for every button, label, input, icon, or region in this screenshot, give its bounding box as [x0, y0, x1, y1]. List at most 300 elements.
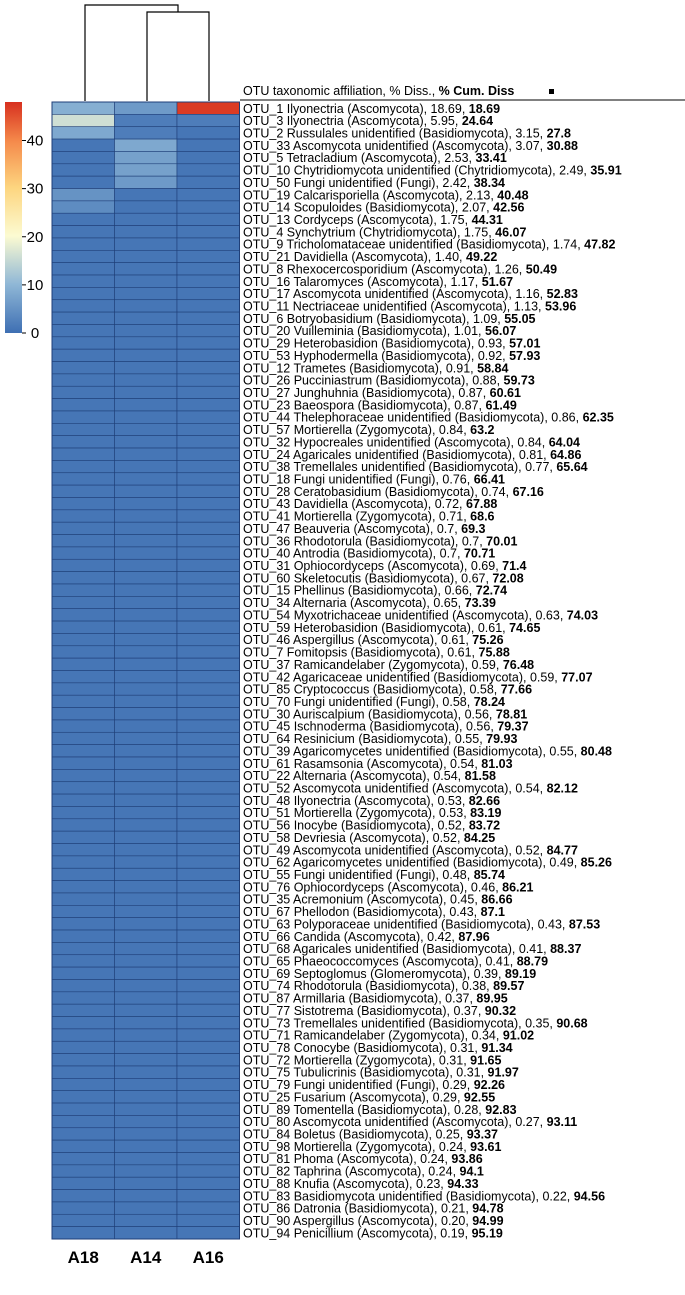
heatmap-cell — [115, 1177, 178, 1189]
heatmap-cell — [52, 881, 115, 893]
heatmap-cell — [52, 942, 115, 954]
row-label — [243, 1226, 503, 1240]
row-label-cum: 82.66 — [468, 793, 501, 808]
heatmap-cell — [115, 436, 178, 448]
heatmap-cell — [177, 819, 240, 831]
heatmap-cell — [52, 312, 115, 324]
row-label-text: OTU_53 Hyphodermella (Basidiomycota), 0.92, — [243, 348, 510, 363]
row-label-cum: 75.88 — [478, 645, 510, 660]
heatmap-cell — [115, 782, 178, 794]
heatmap-cell — [115, 708, 178, 720]
column-label-a16: A16 — [192, 1248, 224, 1267]
heatmap-cell — [177, 1177, 240, 1189]
row-label-text: OTU_67 Phellodon (Basidiomycota), 0.43, — [243, 905, 481, 920]
row-label-text: OTU_81 Phoma (Ascomycota), 0.24, — [243, 1152, 452, 1167]
row-label-text: OTU_25 Fusarium (Ascomycota), 0.29, — [243, 1090, 464, 1105]
heatmap-cell — [115, 1227, 178, 1239]
row-label-cum: 30.88 — [546, 138, 578, 153]
row-label-text: OTU_88 Knufia (Ascomycota), 0.23, — [243, 1176, 448, 1191]
row-label-text: OTU_68 Agaricales unidentified (Basidiomycota), 0.41, — [243, 942, 551, 957]
heatmap-cell — [177, 609, 240, 621]
header-cum-diss: % Cum. Diss — [438, 84, 515, 98]
heatmap-cell — [52, 127, 115, 139]
heatmap-cell — [115, 1066, 178, 1078]
heatmap-cell — [177, 720, 240, 732]
row-label-cum: 93.86 — [451, 1152, 483, 1167]
row-label-cum: 89.57 — [493, 979, 525, 994]
heatmap-cell — [115, 955, 178, 967]
heatmap-cell — [115, 1115, 178, 1127]
row-label-cum: 72.08 — [492, 571, 524, 586]
heatmap-cell — [177, 176, 240, 188]
heatmap-cell — [52, 633, 115, 645]
heatmap-cell — [52, 708, 115, 720]
heatmap-cell — [115, 584, 178, 596]
heatmap-cell — [115, 324, 178, 336]
row-label-cum: 67.88 — [466, 497, 498, 512]
row-label-text: OTU_34 Alternaria (Ascomycota), 0.65, — [243, 596, 465, 611]
heatmap-cell — [52, 1152, 115, 1164]
row-label-text: OTU_23 Baeospora (Basidiomycota), 0.87, — [243, 398, 486, 413]
heatmap-cell — [115, 1103, 178, 1115]
heatmap-cells — [52, 102, 240, 1239]
row-label-text: OTU_45 Ischnoderma (Basidiomycota), 0.56, — [243, 719, 498, 734]
row-label-cum: 74.03 — [566, 608, 599, 623]
row-label-cum: 81.58 — [464, 769, 496, 784]
row-label-text: OTU_5 Tetracladium (Ascomycota), 2.53, — [243, 151, 476, 166]
heatmap-cell — [177, 1128, 240, 1140]
header-marker — [549, 89, 554, 94]
heatmap-cell — [177, 114, 240, 126]
heatmap-cell — [52, 893, 115, 905]
heatmap-cell — [52, 510, 115, 522]
heatmap-cell — [52, 102, 115, 114]
heatmap-cell — [115, 522, 178, 534]
heatmap-cell — [52, 1128, 115, 1140]
heatmap-cell — [52, 423, 115, 435]
row-label-cum: 67.16 — [512, 484, 544, 499]
row-label-text: OTU_65 Phaeococcomyces (Ascomycota), 0.41, — [243, 954, 517, 969]
heatmap-cell — [52, 621, 115, 633]
heatmap-cell — [177, 868, 240, 880]
row-label-text: OTU_26 Pucciniastrum (Basidiomycota), 0.88, — [243, 373, 504, 388]
heatmap-cell — [177, 893, 240, 905]
row-label-cum: 58.84 — [477, 361, 509, 376]
row-label-text: OTU_74 Rhodotorula (Basidiomycota), 0.38, — [243, 979, 494, 994]
heatmap-cell — [52, 720, 115, 732]
row-label-cum: 87.1 — [480, 905, 505, 920]
heatmap-cell — [52, 250, 115, 262]
color-scale-tick-label: 40 — [26, 132, 44, 150]
heatmap-cell — [52, 905, 115, 917]
dendrogram-branch-a14-a16 — [147, 12, 209, 101]
row-label-text: OTU_86 Datronia (Basidiomycota), 0.21, — [243, 1201, 473, 1216]
row-label-cum: 62.35 — [582, 410, 614, 425]
row-label-cum: 75.26 — [472, 633, 504, 648]
heatmap-cell — [177, 287, 240, 299]
heatmap-cell — [52, 275, 115, 287]
heatmap-cell — [115, 856, 178, 868]
color-scale-tick-label: 20 — [26, 228, 44, 246]
heatmap-cell — [52, 473, 115, 485]
heatmap-cell — [177, 226, 240, 238]
row-label-cum: 93.37 — [466, 1127, 498, 1142]
row-label-text: OTU_71 Ramicandelaber (Zygomycota), 0.34, — [243, 1028, 503, 1043]
heatmap-cell — [115, 1152, 178, 1164]
heatmap-cell — [177, 411, 240, 423]
row-label-cum: 49.22 — [466, 250, 498, 265]
heatmap-cell — [52, 411, 115, 423]
color-scale-bar — [5, 102, 22, 333]
heatmap-cell — [52, 164, 115, 176]
heatmap-cell — [115, 844, 178, 856]
row-label-cum: 76.48 — [502, 657, 535, 672]
row-label-cum: 84.77 — [546, 843, 578, 858]
heatmap-cell — [52, 399, 115, 411]
heatmap-cell — [52, 226, 115, 238]
heatmap-cell — [52, 695, 115, 707]
heatmap-cell — [115, 485, 178, 497]
heatmap-cell — [115, 127, 178, 139]
row-label-cum: 78.24 — [473, 694, 505, 709]
heatmap-cell — [52, 1177, 115, 1189]
row-label-text: OTU_60 Skeletocutis (Basidiomycota), 0.67, — [243, 571, 493, 586]
heatmap-cell — [115, 695, 178, 707]
heatmap-cell — [52, 671, 115, 683]
row-label-text: OTU_15 Phellinus (Basidiomycota), 0.66, — [243, 583, 476, 598]
row-label-text: OTU_10 Chytridiomycota unidentified (Chytridiomycota), 2.49, — [243, 163, 591, 178]
row-label-cum: 55.05 — [504, 311, 536, 326]
heatmap-cell — [115, 1054, 178, 1066]
heatmap-cell — [115, 831, 178, 843]
heatmap-cell — [115, 930, 178, 942]
heatmap-cell — [52, 448, 115, 460]
row-label-cum: 94.78 — [472, 1201, 504, 1216]
row-label-text: OTU_46 Aspergillus (Ascomycota), 0.61, — [243, 633, 473, 648]
row-label-text: OTU_63 Polyporaceae unidentified (Basidiomycota), 0.43, — [243, 917, 569, 932]
row-label-cum: 87.53 — [568, 917, 601, 932]
row-label-cum: 94.33 — [447, 1176, 479, 1191]
row-label-text: OTU_56 Inocybe (Basidiomycota), 0.52, — [243, 818, 469, 833]
row-label-cum: 60.61 — [489, 386, 521, 401]
heatmap-cell — [115, 683, 178, 695]
row-label-text: OTU_27 Junghuhnia (Basidiomycota), 0.87, — [243, 386, 490, 401]
heatmap-cell — [52, 1140, 115, 1152]
heatmap-cell — [52, 460, 115, 472]
heatmap-cell — [52, 844, 115, 856]
row-label-text: OTU_73 Tremellales unidentified (Basidiomycota), 0.35, — [243, 1016, 557, 1031]
heatmap-cell — [115, 275, 178, 287]
heatmap-cell — [177, 596, 240, 608]
heatmap-cell — [52, 979, 115, 991]
row-label-cum: 61.49 — [485, 398, 517, 413]
row-label-text: OTU_3 Ilyonectria (Ascomycota), 5.95, — [243, 114, 462, 129]
heatmap-cell — [115, 658, 178, 670]
heatmap-cell — [177, 1004, 240, 1016]
heatmap-cell — [177, 1054, 240, 1066]
row-label-cum: 42.56 — [493, 200, 525, 215]
row-label-text: OTU_14 Scopuloides (Basidiomycota), 2.07, — [243, 200, 494, 215]
row-label-cum: 91.97 — [487, 1065, 519, 1080]
row-label-text: OTU_82 Taphrina (Ascomycota), 0.24, — [243, 1164, 460, 1179]
heatmap-cell — [115, 1029, 178, 1041]
row-label-text: OTU_77 Sistotrema (Basidiomycota), 0.37, — [243, 1003, 485, 1018]
dendrogram-branch-root — [85, 5, 178, 101]
heatmap-cell — [115, 423, 178, 435]
row-label-text: OTU_39 Agaricomycetes unidentified (Basidiomycota), 0.55, — [243, 744, 581, 759]
row-label-cum: 94.56 — [573, 1189, 606, 1204]
heatmap-cell — [52, 930, 115, 942]
heatmap-cell — [52, 856, 115, 868]
row-label-text: OTU_24 Agaricales unidentified (Basidiomycota), 0.81, — [243, 447, 551, 462]
row-label-text: OTU_44 Thelephoraceae unidentified (Basidiomycota), 0.86, — [243, 410, 583, 425]
row-label-text: OTU_17 Ascomycota unidentified (Ascomycota), 1.16, — [243, 287, 547, 302]
heatmap-cell — [115, 671, 178, 683]
heatmap-cell — [52, 497, 115, 509]
row-label-cum: 47.82 — [584, 237, 616, 252]
heatmap-cell — [177, 1214, 240, 1226]
heatmap-cell — [115, 497, 178, 509]
heatmap-cell — [115, 881, 178, 893]
row-label-text: OTU_29 Heterobasidion (Basidiomycota), 0.93, — [243, 336, 510, 351]
heatmap-cell — [52, 769, 115, 781]
heatmap-cell — [52, 238, 115, 250]
row-label-text: OTU_31 Ophiocordyceps (Ascomycota), 0.69, — [243, 559, 503, 574]
row-label-cum: 64.04 — [548, 435, 580, 450]
heatmap-cell — [177, 1227, 240, 1239]
color-scale-tick-label: 0 — [30, 325, 40, 342]
heatmap-cell — [52, 176, 115, 188]
row-label-cum: 92.55 — [463, 1090, 496, 1105]
row-label-cum: 79.93 — [486, 732, 518, 747]
row-label-text: OTU_8 Rhexocercosporidium (Ascomycota), 1.26, — [243, 262, 526, 277]
heatmap-cell — [115, 646, 178, 658]
heatmap-cell — [115, 201, 178, 213]
heatmap-cell — [115, 226, 178, 238]
heatmap-cell — [115, 868, 178, 880]
heatmap-cell — [52, 609, 115, 621]
heatmap-cell — [115, 547, 178, 559]
heatmap-cell — [177, 1115, 240, 1127]
row-label-text: OTU_38 Tremellales unidentified (Basidiomycota), 0.77, — [243, 460, 557, 475]
heatmap-cell — [115, 399, 178, 411]
heatmap-cell — [52, 522, 115, 534]
heatmap-cell — [115, 1078, 178, 1090]
row-label-text: OTU_98 Mortierella (Zygomycota), 0.24, — [243, 1139, 471, 1154]
heatmap-cell — [52, 806, 115, 818]
row-label-cum: 94.1 — [459, 1164, 484, 1179]
color-scale-tick-label: 10 — [26, 276, 44, 294]
row-label-text: OTU_47 Beauveria (Ascomycota), 0.7, — [243, 521, 462, 536]
heatmap-cell — [115, 732, 178, 744]
heatmap-cell — [177, 806, 240, 818]
heatmap-cell — [177, 139, 240, 151]
heatmap-cell — [52, 1227, 115, 1239]
row-label-text: OTU_4 Synchytrium (Chytridiomycota), 1.75, — [243, 225, 496, 240]
heatmap-cell — [52, 1091, 115, 1103]
heatmap-cell — [177, 1029, 240, 1041]
row-label-text: OTU_62 Agaricomycetes unidentified (Basidiomycota), 0.49, — [243, 855, 581, 870]
row-label-text: OTU_84 Boletus (Basidiomycota), 0.25, — [243, 1127, 467, 1142]
heatmap-cell — [52, 201, 115, 213]
row-label-text: OTU_49 Ascomycota unidentified (Ascomycota), 0.52, — [243, 843, 547, 858]
heatmap-cell — [177, 745, 240, 757]
heatmap-cell — [177, 324, 240, 336]
heatmap-cell — [177, 238, 240, 250]
heatmap-cell — [177, 992, 240, 1004]
heatmap-cell — [115, 510, 178, 522]
row-label-cum: 51.67 — [481, 274, 514, 289]
heatmap-cell — [115, 535, 178, 547]
row-label-cum: 53.96 — [545, 299, 577, 314]
heatmap-cell — [177, 1202, 240, 1214]
heatmap-cell — [177, 436, 240, 448]
heatmap-cell — [52, 287, 115, 299]
heatmap-cell — [115, 151, 178, 163]
row-label-text: OTU_30 Auriscalpium (Basidiomycota), 0.56, — [243, 707, 496, 722]
row-label-text: OTU_75 Tubulicrinis (Basidiomycota), 0.31, — [243, 1065, 488, 1080]
row-label-text: OTU_64 Resinicium (Basidiomycota), 0.55, — [243, 732, 487, 747]
heatmap-cell — [52, 1214, 115, 1226]
heatmap-cell — [52, 151, 115, 163]
heatmap-cell — [177, 671, 240, 683]
heatmap-cell — [115, 1128, 178, 1140]
row-label-cum: 89.19 — [504, 966, 537, 981]
heatmap-cell — [177, 423, 240, 435]
heatmap-cell — [177, 547, 240, 559]
heatmap-cell — [177, 831, 240, 843]
heatmap-cell — [52, 1078, 115, 1090]
heatmap-cell — [115, 238, 178, 250]
heatmap-cell — [52, 300, 115, 312]
header-prefix: OTU taxonomic affiliation, % Diss., — [243, 84, 439, 98]
row-label-cum: 88.79 — [516, 954, 549, 969]
heatmap-cell — [177, 362, 240, 374]
row-label-text: OTU_83 Basidiomycota unidentified (Basidiomycota), 0.22, — [243, 1189, 574, 1204]
row-label-cum: 85.74 — [473, 867, 505, 882]
heatmap-cell — [52, 584, 115, 596]
heatmap-cell — [177, 127, 240, 139]
heatmap-cell — [115, 1091, 178, 1103]
column-label-a18: A18 — [67, 1248, 99, 1267]
heatmap-cell — [177, 844, 240, 856]
heatmap-cell — [52, 362, 115, 374]
heatmap-cell — [177, 708, 240, 720]
row-label-text: OTU_40 Antrodia (Basidiomycota), 0.7, — [243, 546, 464, 561]
heatmap-cell — [115, 287, 178, 299]
heatmap-cell — [177, 1152, 240, 1164]
row-label-cum: 71.4 — [502, 559, 527, 574]
row-label-cum: 88.37 — [550, 942, 582, 957]
heatmap-cell — [115, 1165, 178, 1177]
row-label-text: OTU_35 Acremonium (Ascomycota), 0.45, — [243, 892, 482, 907]
heatmap-cell — [52, 114, 115, 126]
heatmap-cell — [177, 300, 240, 312]
heatmap-cell — [52, 967, 115, 979]
row-label-text: OTU_78 Conocybe (Basidiomycota), 0.31, — [243, 1041, 482, 1056]
heatmap-cell — [177, 399, 240, 411]
row-label-text: OTU_18 Fungi unidentified (Fungi), 0.76, — [243, 472, 474, 487]
row-label-cum: 92.83 — [485, 1102, 517, 1117]
heatmap-cell — [52, 1054, 115, 1066]
heatmap-cell — [52, 658, 115, 670]
row-label-cum: 90.32 — [484, 1003, 517, 1018]
heatmap-cell — [115, 139, 178, 151]
row-label-text: OTU_52 Ascomycota unidentified (Ascomycota), 0.54, — [243, 781, 547, 796]
row-label-text: OTU_32 Hypocreales unidentified (Ascomycota), 0.84, — [243, 435, 549, 450]
row-label-text: OTU_76 Ophiocordyceps (Ascomycota), 0.46, — [243, 880, 503, 895]
row-label-cum: 52.83 — [546, 287, 578, 302]
row-label-cum: 66.41 — [473, 472, 505, 487]
row-labels — [243, 102, 622, 1241]
heatmap-cell — [177, 794, 240, 806]
heatmap-cell — [115, 1017, 178, 1029]
heatmap-cell — [115, 411, 178, 423]
row-label-text: OTU_7 Fomitopsis (Basidiomycota), 0.61, — [243, 645, 479, 660]
heatmap-cell — [177, 918, 240, 930]
heatmap-cell — [115, 757, 178, 769]
column-dendrogram — [85, 5, 209, 101]
heatmap-cell — [52, 745, 115, 757]
row-label-cum: 78.81 — [495, 707, 528, 722]
heatmap-cell — [177, 646, 240, 658]
heatmap-cell — [52, 732, 115, 744]
row-label-text: OTU_79 Fungi unidentified (Fungi), 0.29, — [243, 1078, 474, 1093]
row-label-text: OTU_22 Alternaria (Ascomycota), 0.54, — [243, 769, 465, 784]
heatmap-cell — [177, 769, 240, 781]
row-label-cum: 64.86 — [550, 447, 582, 462]
heatmap-cell — [177, 979, 240, 991]
row-label-text: OTU_51 Mortierella (Zygomycota), 0.53, — [243, 806, 471, 821]
row-label-text: OTU_21 Davidiella (Ascomycota), 1.40, — [243, 250, 467, 265]
heatmap-cell — [52, 782, 115, 794]
heatmap-cell — [115, 559, 178, 571]
row-label-text: OTU_9 Tricholomataceae unidentified (Basidiomycota), 1.74, — [243, 237, 585, 252]
heatmap-cell — [177, 275, 240, 287]
row-label-cum: 83.72 — [468, 818, 501, 833]
heatmap-cell — [52, 1066, 115, 1078]
heatmap-cell — [177, 102, 240, 114]
heatmap-cell — [52, 349, 115, 361]
row-label-text: OTU_16 Talaromyces (Ascomycota), 1.17, — [243, 274, 482, 289]
row-label-cum: 86.66 — [481, 892, 513, 907]
row-label-cum: 72.74 — [475, 583, 508, 598]
row-label-cum: 57.93 — [509, 348, 541, 363]
heatmap-cell — [115, 374, 178, 386]
heatmap-cell — [115, 979, 178, 991]
row-label-cum: 69.3 — [461, 521, 486, 536]
heatmap-cell — [52, 263, 115, 275]
row-label-cum: 77.66 — [500, 682, 533, 697]
heatmap-cell — [52, 559, 115, 571]
heatmap-cell — [177, 151, 240, 163]
row-label-cum: 70.01 — [486, 534, 518, 549]
heatmap-cell — [177, 213, 240, 225]
heatmap-cell — [52, 324, 115, 336]
heatmap-cell — [115, 942, 178, 954]
heatmap-cell — [52, 819, 115, 831]
row-label-cum: 85.26 — [580, 855, 612, 870]
row-label-cum: 57.01 — [509, 336, 541, 351]
heatmap-cell — [177, 1140, 240, 1152]
heatmap-cell — [177, 683, 240, 695]
heatmap-cell — [177, 1103, 240, 1115]
heatmap-cell — [115, 114, 178, 126]
heatmap-cell — [115, 918, 178, 930]
heatmap-cell — [115, 609, 178, 621]
row-label-cum: 46.07 — [495, 225, 527, 240]
heatmap-cell — [115, 1202, 178, 1214]
